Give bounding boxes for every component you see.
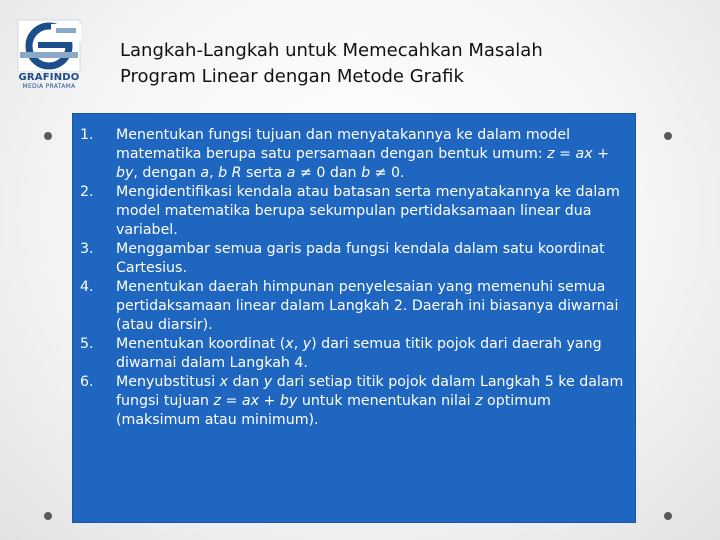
math-variable: x	[285, 336, 294, 352]
bullet-dot-top-left	[44, 132, 52, 140]
logo-name: GRAFINDO	[18, 72, 80, 83]
step-number: 2.	[80, 184, 94, 200]
step-item-1	[80, 126, 632, 183]
step-item-4	[80, 278, 632, 335]
steps-list	[80, 126, 632, 430]
step-item-3	[80, 240, 632, 278]
math-variable: z	[475, 393, 483, 409]
step-text-segment: Menentukan koordinat (	[116, 336, 286, 352]
step-item-6	[80, 373, 632, 430]
math-variable: z	[547, 146, 555, 162]
step-text-segment: optimum (maksimum atau minimum).	[116, 393, 551, 428]
title-line-2: Program Linear dengan Metode Grafik	[120, 66, 464, 87]
step-text	[116, 184, 620, 238]
step-text-segment: Mengidentifikasi kendala atau batasan serta menyatakannya ke dalam model matematika berupa sekumpulan pertidaksamaan linear dua variabel.	[116, 184, 620, 238]
math-variable: a	[286, 165, 296, 181]
step-text-segment: Menyubstitusi	[116, 374, 220, 390]
math-variable: by	[116, 165, 134, 181]
bullet-dot-bottom-left	[44, 512, 52, 520]
step-text	[116, 241, 605, 276]
math-variable: ax	[575, 146, 593, 162]
logo-text	[12, 72, 86, 91]
step-text	[116, 279, 618, 333]
step-number: 1.	[80, 127, 94, 143]
step-number: 5.	[80, 336, 94, 352]
step-text-segment: serta	[241, 165, 287, 181]
math-variable: by	[279, 393, 298, 409]
step-item-2	[80, 183, 632, 240]
bullet-dot-bottom-right	[664, 512, 672, 520]
math-variable: z	[213, 393, 221, 409]
step-text-segment: +	[592, 146, 610, 162]
grafindo-logo	[12, 18, 86, 94]
page-title	[120, 38, 680, 90]
step-text-segment: dari setiap titik pojok dalam Langkah 5 ke dalam fungsi tujuan	[116, 374, 624, 409]
step-number: 3.	[80, 241, 94, 257]
math-variable: y	[302, 336, 312, 352]
math-variable: b	[361, 165, 371, 181]
math-variable: b R	[218, 165, 242, 181]
grafindo-emblem-icon	[12, 18, 86, 72]
step-text-segment: ≠ 0.	[370, 165, 405, 181]
step-text	[116, 127, 609, 181]
math-variable: ax	[241, 393, 259, 409]
math-variable: x	[219, 374, 229, 390]
step-item-5	[80, 335, 632, 373]
step-text-segment: , dengan	[133, 165, 201, 181]
step-text-segment: ,	[209, 165, 219, 181]
step-text-segment: ) dari semua titik pojok dari daerah yang diwarnai dalam Langkah 4.	[116, 336, 602, 371]
step-text-segment: Menentukan daerah himpunan penyelesaian yang memenuhi semua pertidaksamaan linear dalam Langkah 2. Daerah ini biasanya diwarnai (atau diarsir).	[116, 279, 619, 333]
math-variable: a	[200, 165, 210, 181]
bullet-dot-top-right	[664, 132, 672, 140]
title-line-1: Langkah-Langkah untuk Memecahkan Masalah	[120, 40, 543, 61]
step-text-segment: Menentukan fungsi tujuan dan menyatakannya ke dalam model matematika berupa satu persamaan dengan bentuk umum:	[116, 127, 571, 162]
step-text-segment: untuk menentukan nilai	[297, 393, 476, 409]
step-number: 4.	[80, 279, 94, 295]
logo-subtitle: MEDIA PRATAMA	[22, 83, 76, 90]
step-text-segment: dan	[228, 374, 264, 390]
step-text	[116, 336, 602, 371]
step-number: 6.	[80, 374, 94, 390]
step-text-segment: =	[554, 146, 576, 162]
step-text-segment: ,	[293, 336, 303, 352]
step-text	[116, 374, 623, 428]
step-text-segment: Menggambar semua garis pada fungsi kendala dalam satu koordinat Cartesius.	[116, 241, 605, 276]
step-text-segment: +	[258, 393, 280, 409]
step-text-segment: ≠ 0 dan	[295, 165, 362, 181]
math-variable: y	[263, 374, 273, 390]
step-text-segment: =	[220, 393, 242, 409]
